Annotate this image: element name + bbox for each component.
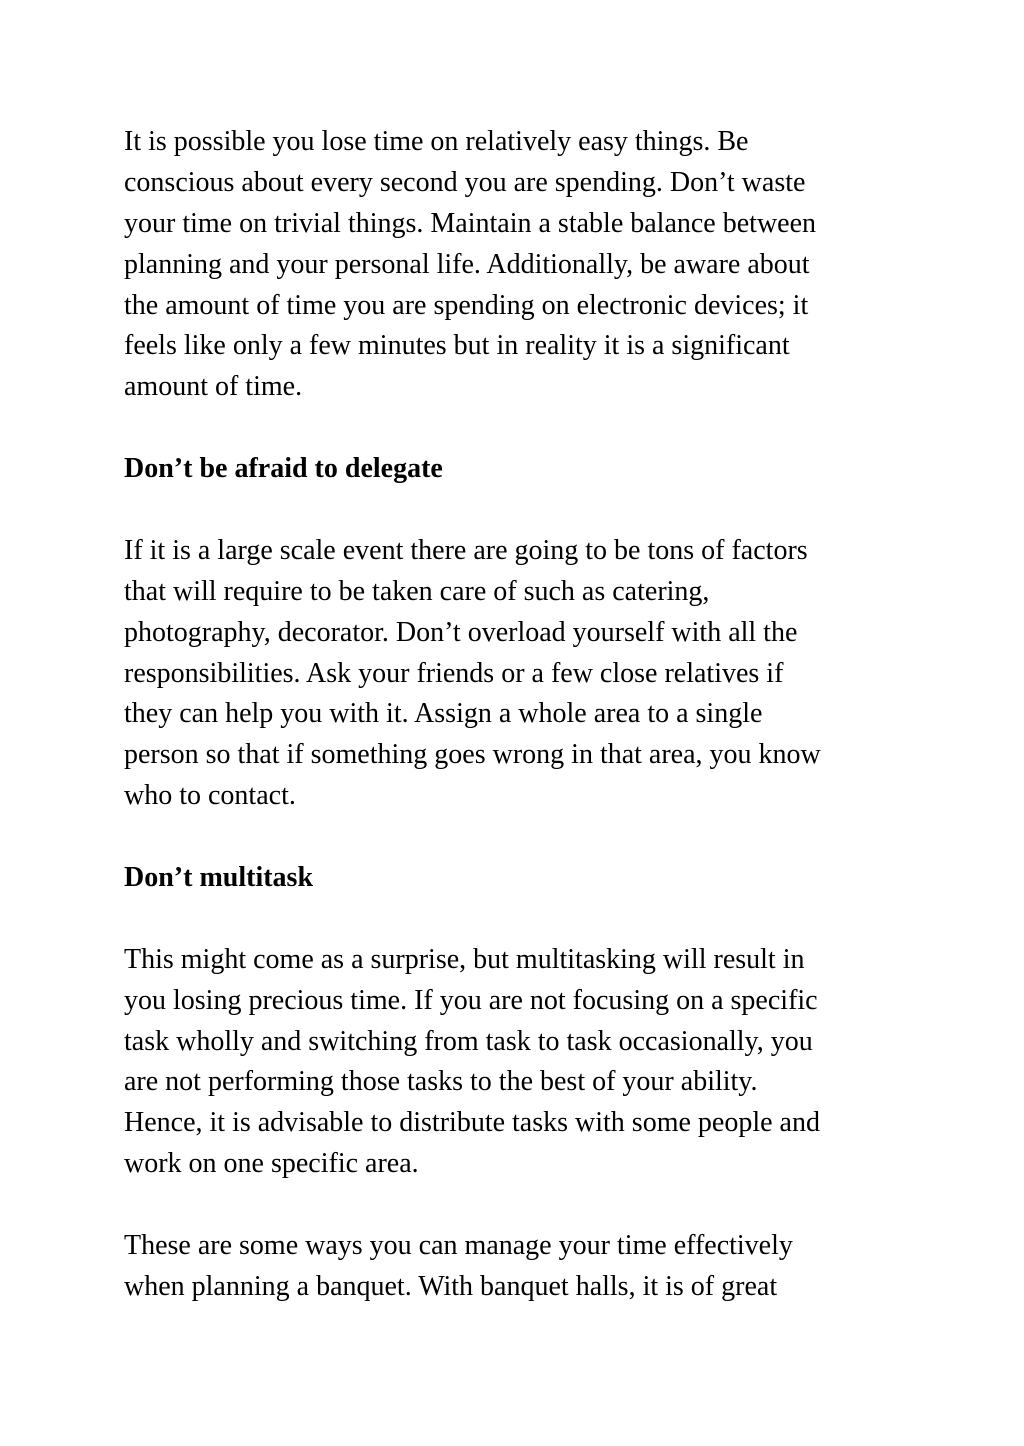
text-line: when planning a banquet. With banquet halls, it is of great bbox=[124, 1270, 778, 1302]
paragraph-spacer bbox=[124, 899, 904, 940]
text-line: This might come as a surprise, but multitasking will result in bbox=[124, 943, 805, 975]
text-line: person so that if something goes wrong in that area, you know bbox=[124, 739, 821, 771]
text-line: that will require to be taken care of such as catering, bbox=[124, 575, 710, 607]
paragraph-spacer bbox=[124, 408, 904, 449]
text-line: are not performing those tasks to the best of your ability. bbox=[124, 1066, 758, 1098]
document-body bbox=[124, 122, 904, 1308]
text-line: task wholly and switching from task to task occasionally, you bbox=[124, 1025, 813, 1057]
section-heading-multitask: Don’t multitask bbox=[124, 862, 314, 894]
text-line: who to contact. bbox=[124, 780, 296, 812]
paragraph-conclusion bbox=[124, 1226, 904, 1308]
text-line: you losing precious time. If you are not focusing on a specific bbox=[124, 984, 818, 1016]
text-line: responsibilities. Ask your friends or a few close relatives if bbox=[124, 657, 784, 689]
paragraph-spacer bbox=[124, 490, 904, 531]
text-line: It is possible you lose time on relatively easy things. Be bbox=[124, 126, 749, 157]
text-line: conscious about every second you are spending. Don’t waste bbox=[124, 166, 806, 198]
paragraph-multitask bbox=[124, 940, 904, 1185]
paragraph-spacer bbox=[124, 1185, 904, 1226]
text-line: Hence, it is advisable to distribute tasks with some people and bbox=[124, 1107, 820, 1139]
text-line: photography, decorator. Don’t overload yourself with all the bbox=[124, 616, 798, 648]
paragraph-spacer bbox=[124, 817, 904, 858]
text-line: your time on trivial things. Maintain a stable balance between bbox=[124, 207, 817, 239]
paragraph-delegate bbox=[124, 531, 904, 817]
text-line: If it is a large scale event there are going to be tons of factors bbox=[124, 534, 808, 566]
section-heading-delegate: Don’t be afraid to delegate bbox=[124, 453, 443, 485]
text-line: work on one specific area. bbox=[124, 1148, 419, 1180]
text-line: feels like only a few minutes but in reality it is a significant bbox=[124, 330, 790, 362]
text-line: These are some ways you can manage your time effectively bbox=[124, 1230, 793, 1262]
text-line: amount of time. bbox=[124, 371, 303, 403]
paragraph-time-awareness bbox=[124, 122, 904, 408]
text-line: planning and your personal life. Additionally, be aware about bbox=[124, 248, 810, 280]
text-line: the amount of time you are spending on electronic devices; it bbox=[124, 289, 809, 321]
text-line: they can help you with it. Assign a whole area to a single bbox=[124, 698, 763, 730]
